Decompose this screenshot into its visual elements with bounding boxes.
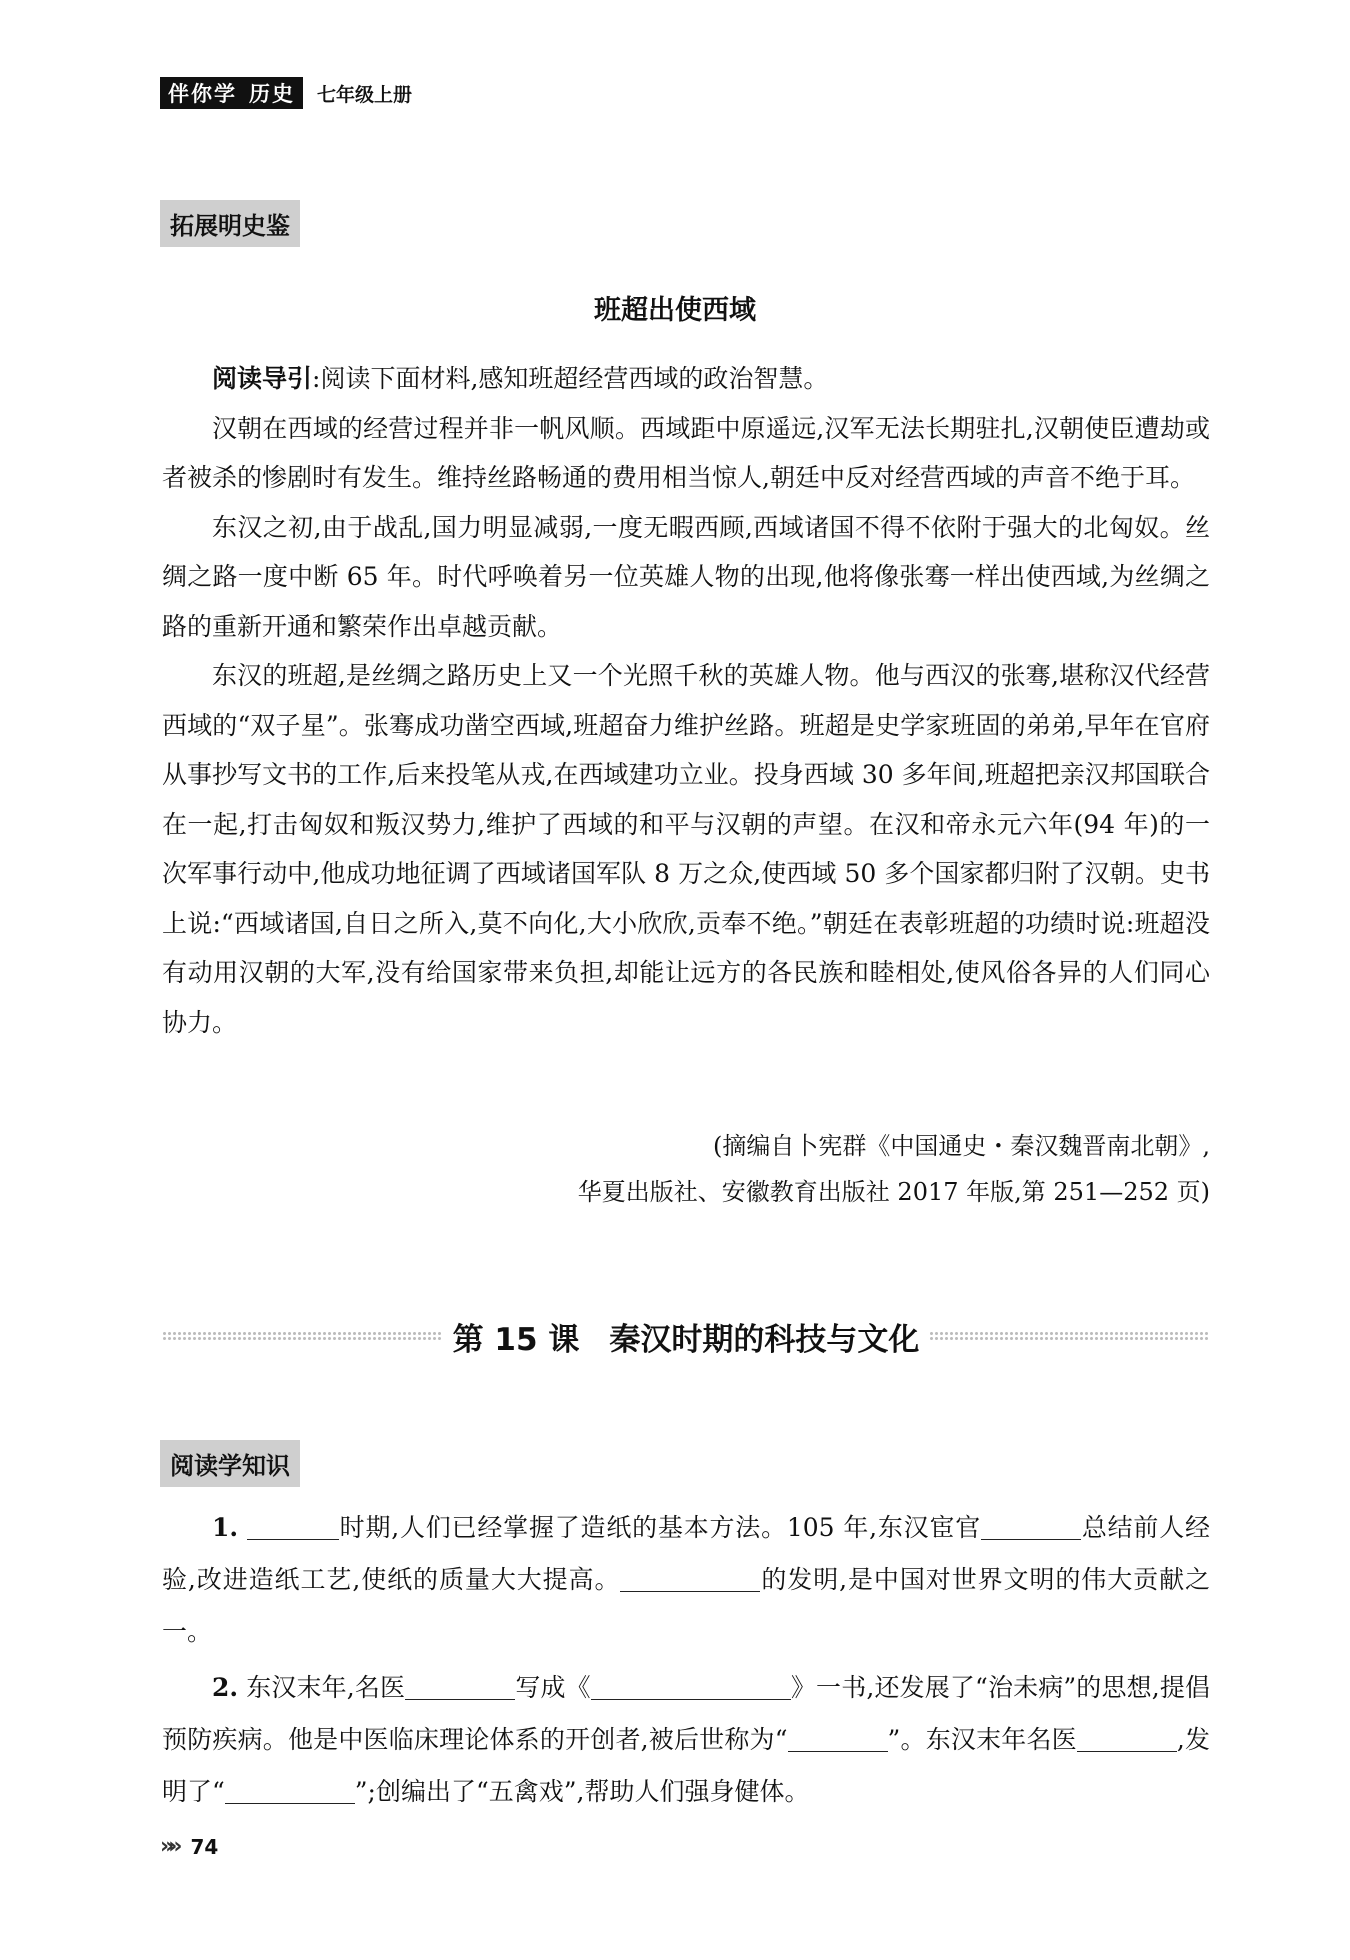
question-text: 时期,人们已经掌握了造纸的基本方法。105 年,东汉宦官 <box>338 1513 982 1542</box>
section-tag-knowledge: 阅读学知识 <box>160 1440 300 1487</box>
paragraph: 东汉的班超,是丝绸之路历史上又一个光照千秋的英雄人物。他与西汉的张骞,堪称汉代经营西域的“双子星”。张骞成功凿空西域,班超奋力维护丝路。班超是史学家班固的弟弟,早年在官府从事抄写文书的工作,后来投笔从戎,在西域建功立业。投身西域 30 多年间,班超把亲汉邦国联合在一起,打击匈奴和叛汉势力,维护了西域的和平与汉朝的声望。在汉和帝永元六年(94 年)的一次军事行动中,他成功地征调了西域诸国军队 8 万之众,使西域 50 多个国家都归附了汉朝。史书上说:“西域诸国,自日之所入,莫不向化,大小欣欣,贡奉不绝。”朝廷在表彰班超的功绩时说:班超没有动用汉朝的大军,没有给国家带来负担,却能让远方的各民族和睦相处,使风俗各异的人们同心协力。 <box>162 661 1210 1037</box>
question-text: 写成《 <box>515 1673 591 1702</box>
answer-blank[interactable] <box>981 1513 1081 1540</box>
question-list <box>162 1502 1210 1818</box>
lesson-name: 秦汉时期的科技与文化 <box>609 1321 920 1358</box>
dotted-rule-left <box>162 1331 443 1341</box>
answer-blank[interactable] <box>788 1725 888 1752</box>
answer-blank[interactable] <box>405 1673 515 1700</box>
question-number: 1. <box>212 1513 239 1542</box>
answer-blank[interactable] <box>591 1673 791 1700</box>
answer-blank[interactable] <box>1077 1725 1177 1752</box>
article-body <box>162 354 1210 1047</box>
question-text: 东汉末年,名医 <box>246 1673 406 1702</box>
answer-blank[interactable] <box>620 1565 760 1592</box>
reading-guide <box>162 354 1210 404</box>
page-footer <box>160 1834 218 1859</box>
grade-label: 七年级上册 <box>317 83 413 106</box>
question-text: ”。东汉末年名医 <box>887 1725 1077 1754</box>
question-text: ”;创编出了“五禽戏”,帮助人们强身健体。 <box>354 1777 810 1806</box>
question-text: 的发明,是中国对世界文明的伟大贡献之一。 <box>162 1565 1210 1646</box>
chevron-right-icon: »» <box>160 1834 177 1859</box>
guide-label: 阅读导引 <box>212 364 313 393</box>
citation-line-2: 华夏出版社、安徽教育出版社 2017 年版,第 251—252 页) <box>577 1178 1210 1206</box>
lesson-heading <box>162 1306 1210 1366</box>
question-number: 2. <box>212 1673 239 1702</box>
book-name: 伴你学 <box>168 82 237 106</box>
question-2 <box>162 1662 1210 1818</box>
lesson-title <box>443 1314 930 1359</box>
citation-line-1: (摘编自卜宪群《中国通史・秦汉魏晋南北朝》, <box>713 1132 1210 1160</box>
dotted-rule-right <box>929 1331 1210 1341</box>
guide-text: :阅读下面材料,感知班超经营西域的政治智慧。 <box>312 364 829 393</box>
paragraph: 东汉之初,由于战乱,国力明显减弱,一度无暇西顾,西域诸国不得不依附于强大的北匈奴。丝绸之路一度中断 65 年。时代呼唤着另一位英雄人物的出现,他将像张骞一样出使西域,为丝绸之路的重新开通和繁荣作出卓越贡献。 <box>162 512 1210 641</box>
paragraph: 汉朝在西域的经营过程并非一帆风顺。西域距中原遥远,汉军无法长期驻扎,汉朝使臣遭劫或者被杀的惨剧时有发生。维持丝路畅通的费用相当惊人,朝廷中反对经营西域的声音不绝于耳。 <box>162 413 1210 492</box>
subject-name: 历史 <box>249 82 295 106</box>
running-header <box>160 78 412 108</box>
page-number: 74 <box>190 1834 219 1859</box>
answer-blank[interactable] <box>225 1777 355 1804</box>
question-1 <box>162 1502 1210 1658</box>
question-text: 》一书,还发展了“治未病”的思想,提倡预防疾病。他是中医临床理论体系的开创者,被后世称为“ <box>162 1673 1210 1754</box>
section-tag-expand: 拓展明史鉴 <box>160 200 300 247</box>
answer-blank[interactable] <box>247 1513 339 1540</box>
question-text: 总结前人经验,改进造纸工艺,使纸的质量大大提高。 <box>162 1513 1210 1594</box>
lesson-number: 第 15 课 <box>452 1321 580 1358</box>
question-text: ,发明了“ <box>162 1725 1210 1806</box>
article-title: 班超出使西域 <box>594 295 756 326</box>
book-series-label <box>160 77 303 109</box>
